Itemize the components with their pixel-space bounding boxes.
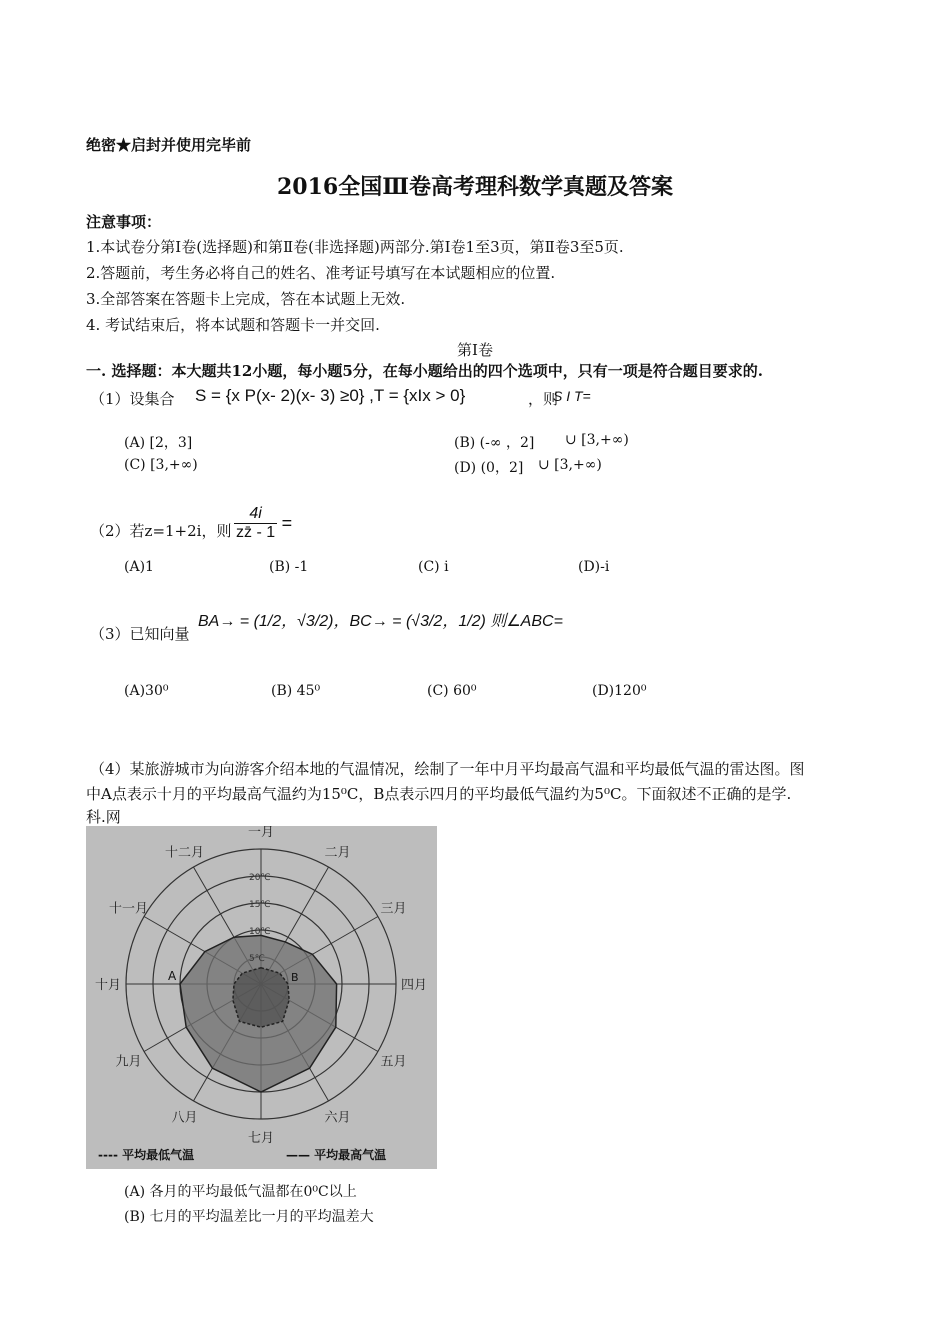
q3-formula: BA→ = (1/2，√3/2)，BC→ = (√3/2，1/2) 则∠ABC=: [198, 613, 563, 630]
radar-chart-image: [86, 826, 437, 1169]
radar-ring-label: 10℃: [249, 927, 271, 937]
radar-month-label: 一月: [247, 826, 275, 840]
q1-suffix: ，则: [528, 390, 559, 408]
radar-month-label: 十月: [94, 978, 122, 993]
q2-numerator: 4i: [234, 505, 277, 524]
q2-option-c: (C) i: [418, 559, 449, 575]
radar-month-label: 八月: [171, 1110, 198, 1126]
radar-ring-label: 15℃: [249, 900, 271, 910]
q2-option-a: (A)1: [124, 559, 154, 575]
q2-equals: =: [281, 513, 293, 533]
q1-formula: S = {x P(x- 2)(x- 3) ≥0} ,T = {xIx > 0}: [195, 386, 466, 405]
note-item: 2.答题前，考生务必将自己的姓名、准考证号填写在本试题相应的位置.: [86, 264, 556, 282]
notes-heading: 注意事项：: [86, 213, 162, 231]
radar-point-label-b: B: [291, 971, 299, 984]
radar-series-low: [233, 968, 289, 1027]
q2-option-b: (B) -1: [269, 559, 309, 575]
q1-option-b: (B) (-∞ ，2]: [454, 435, 535, 451]
radar-month-label: 六月: [324, 1110, 351, 1126]
page-title: 2016全国Ⅲ卷高考理科数学真题及答案: [276, 174, 674, 200]
q3-option-d: (D)120⁰: [592, 683, 647, 699]
radar-chart: [86, 826, 437, 1169]
radar-legend-high: —— 平均最高气温: [286, 1148, 387, 1162]
radar-month-label: 九月: [115, 1054, 142, 1070]
q1-tail: S I T=: [553, 388, 591, 404]
note-item: 3.全部答案在答题卡上完成，答在本试题上无效.: [86, 290, 406, 308]
q1-option-a: (A) [2，3]: [124, 435, 193, 451]
q4-stem-line2: 中A点表示十月的平均最高气温约为15⁰C，B点表示四月的平均最低气温约为5⁰C。下面叙述不正确的是学.: [86, 785, 792, 803]
q1-stem: （1）设集合: [90, 390, 175, 408]
radar-month-label: 七月: [247, 1131, 275, 1146]
q3-option-c: (C) 60⁰: [427, 683, 477, 699]
radar-month-label: 十一月: [108, 901, 149, 917]
q2-stem: （2）若z=1+2i，则: [90, 522, 232, 540]
radar-ring-label: 5℃: [249, 954, 265, 964]
note-item: 1.本试卷分第Ⅰ卷(选择题)和第Ⅱ卷(非选择题)两部分.第Ⅰ卷1至3页，第Ⅱ卷3至5页.: [86, 238, 624, 256]
radar-month-label: 二月: [324, 845, 351, 861]
q1-option-d: (D) (0，2]: [454, 460, 524, 476]
radar-month-label: 五月: [380, 1054, 407, 1070]
secret-label: 绝密★启封并使用完毕前: [86, 136, 252, 154]
q2-option-d: (D)-i: [578, 559, 610, 575]
section-title: 第Ⅰ卷: [457, 341, 493, 359]
q1-option-c: (C) [3,+∞): [124, 457, 198, 473]
radar-month-label: 四月: [400, 978, 428, 993]
radar-month-label: 十二月: [164, 845, 205, 861]
q3-option-a: (A)30⁰: [124, 683, 169, 699]
radar-legend-low: ---- 平均最低气温: [98, 1148, 195, 1162]
q2-fraction: [234, 505, 292, 542]
q1-option-b-union: ∪ [3,+∞): [565, 432, 629, 448]
radar-point-label-a: A: [168, 969, 177, 983]
q2-denominator: zz̄ - 1: [236, 524, 276, 541]
section-instruction: 一. 选择题：本大题共12小题，每小题5分，在每小题给出的四个选项中，只有一项是符合题目要求的.: [86, 362, 763, 380]
q4-stem-line1: （4）某旅游城市为向游客介绍本地的气温情况，绘制了一年中月平均最高气温和平均最低气温的雷达图。图: [90, 760, 805, 778]
q3-stem: （3）已知向量: [90, 625, 190, 643]
note-item: 4. 考试结束后，将本试题和答题卡一并交回.: [86, 316, 380, 334]
q4-stem-line3: 科.网: [86, 808, 121, 826]
radar-month-label: 三月: [380, 901, 407, 917]
q1-option-d-union: ∪ [3,+∞): [538, 457, 602, 473]
q4-option-a: (A) 各月的平均最低气温都在0⁰C以上: [124, 1184, 357, 1200]
q3-option-b: (B) 45⁰: [271, 683, 321, 699]
radar-ring-label: 20℃: [249, 873, 271, 883]
q4-option-b: (B) 七月的平均温差比一月的平均温差大: [124, 1209, 374, 1225]
